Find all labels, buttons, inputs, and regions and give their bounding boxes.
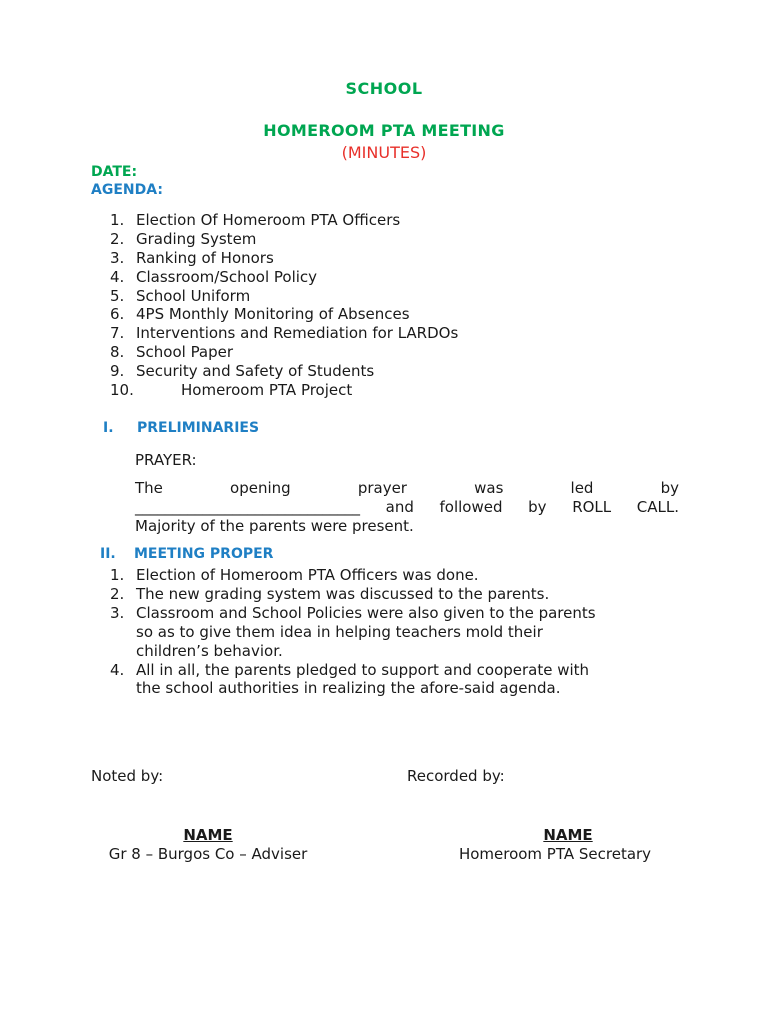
meeting-title: HOMEROOM PTA MEETING	[263, 121, 505, 140]
prayer-label: PRAYER:	[135, 451, 197, 469]
item-text: Classroom and School Policies were also given to the parents	[136, 603, 596, 622]
list-item	[110, 661, 596, 699]
paragraph-line: ______________________________ and followed by ROLL CALL.	[135, 498, 679, 516]
item-text: 4PS Monthly Monitoring of Absences	[136, 305, 410, 324]
item-number: 2.	[110, 584, 125, 603]
item-text: Classroom/School Policy	[136, 267, 318, 286]
list-item	[110, 604, 596, 661]
item-number: 6.	[110, 305, 125, 324]
section-numeral: I.	[103, 420, 114, 436]
paragraph-line: Majority of the parents were present.	[135, 517, 414, 535]
item-text-continued: children’s behavior.	[136, 641, 283, 660]
item-text: Security and Safety of Students	[136, 362, 375, 381]
list-item	[110, 287, 458, 306]
item-number: 8.	[110, 343, 125, 362]
item-text-continued: so as to give them idea in helping teachers mold their	[136, 622, 543, 641]
item-number: 2.	[110, 229, 125, 248]
item-text-continued: the school authorities in realizing the afore-said agenda.	[136, 679, 561, 698]
minutes-subtitle: (MINUTES)	[341, 143, 427, 162]
agenda-label: AGENDA:	[91, 182, 163, 198]
item-text: Homeroom PTA Project	[181, 381, 353, 400]
item-number: 10.	[110, 381, 134, 400]
agenda-list	[110, 211, 458, 400]
secretary-role: Homeroom PTA Secretary	[458, 845, 652, 863]
section-title: MEETING PROPER	[134, 546, 274, 562]
item-number: 5.	[110, 286, 125, 305]
adviser-role: Gr 8 – Burgos Co – Adviser	[108, 845, 308, 863]
noted-by-label: Noted by:	[91, 767, 164, 785]
list-item	[110, 324, 458, 343]
list-item	[110, 268, 458, 287]
paragraph-line: The opening prayer was led by	[135, 479, 679, 497]
item-text: School Paper	[136, 343, 234, 362]
item-number: 7.	[110, 324, 125, 343]
item-number: 3.	[110, 603, 125, 622]
list-item	[110, 305, 458, 324]
item-text: Grading System	[136, 229, 257, 248]
item-text: Election of Homeroom PTA Officers was done.	[136, 566, 479, 584]
prayer-paragraph	[135, 479, 679, 536]
meeting-proper-list	[110, 566, 596, 698]
item-number: 3.	[110, 248, 125, 267]
item-number: 1.	[110, 566, 125, 584]
school-title: SCHOOL	[345, 79, 423, 98]
list-item	[110, 362, 458, 381]
list-item	[110, 585, 596, 604]
recorded-by-label: Recorded by:	[407, 767, 505, 785]
item-text: Interventions and Remediation for LARDOs	[136, 324, 459, 343]
item-text: Ranking of Honors	[136, 248, 274, 267]
item-number: 4.	[110, 660, 125, 679]
date-label: DATE:	[91, 164, 138, 180]
item-number: 4.	[110, 267, 125, 286]
secretary-name: NAME	[543, 826, 593, 844]
item-number: 9.	[110, 362, 125, 381]
list-item	[110, 249, 458, 268]
adviser-name: NAME	[183, 826, 233, 844]
list-item	[110, 381, 458, 400]
section-numeral: II.	[100, 546, 116, 562]
list-item	[110, 211, 458, 230]
list-item	[110, 230, 458, 249]
list-item	[110, 343, 458, 362]
item-text: School Uniform	[136, 286, 251, 305]
item-text: The new grading system was discussed to the parents.	[136, 584, 550, 603]
item-text: Election Of Homeroom PTA Officers	[136, 211, 401, 229]
item-text: All in all, the parents pledged to support and cooperate with	[136, 660, 590, 679]
list-item	[110, 566, 596, 585]
section-heading-meeting-proper	[100, 546, 273, 562]
section-title: PRELIMINARIES	[137, 420, 260, 436]
item-number: 1.	[110, 211, 125, 229]
section-heading-preliminaries	[103, 420, 259, 436]
